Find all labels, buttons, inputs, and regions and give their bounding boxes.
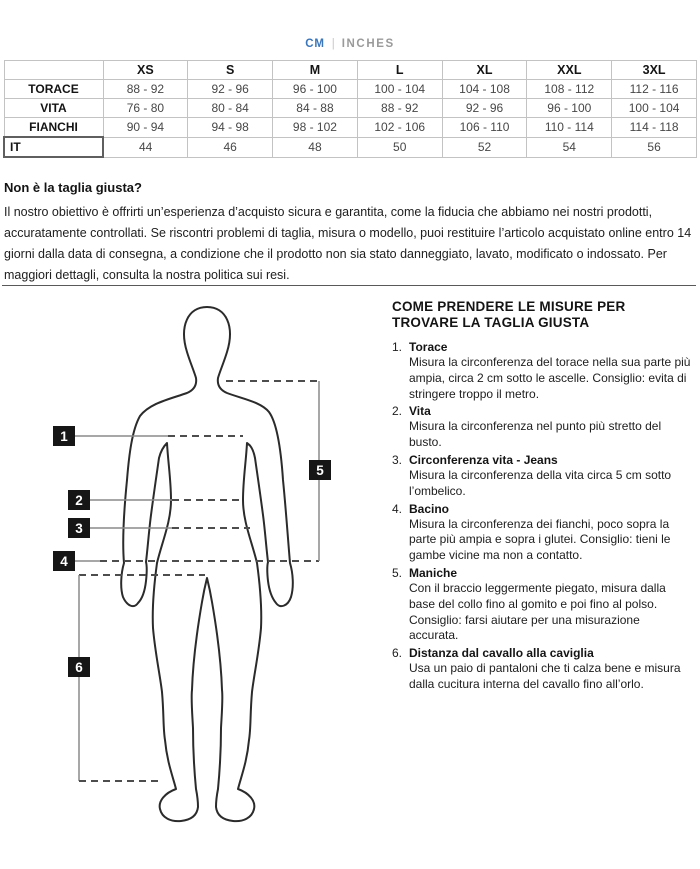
table-row-it (4, 137, 697, 157)
size-header-xs: XS (103, 61, 188, 80)
return-policy-heading: Non è la taglia giusta? (4, 180, 142, 195)
guide-item-bacino (392, 501, 692, 564)
guide-item-title: Bacino (409, 501, 450, 516)
row-label-torace: TORACE (4, 80, 103, 99)
guide-item-number: 2. (392, 404, 403, 419)
marker-3-jeans: 3 (68, 518, 90, 538)
cell-value: 92 - 96 (442, 99, 527, 118)
measuring-guide-title: COME PRENDERE LE MISURE PER TROVARE LA TAGLIA GIUSTA (392, 299, 626, 330)
cell-value: 98 - 102 (273, 118, 358, 138)
size-header-m: M (273, 61, 358, 80)
cell-value: 56 (612, 137, 697, 157)
guide-item-title: Circonferenza vita - Jeans (409, 452, 558, 467)
guide-item-text: Con il braccio leggermente piegato, misura dalla base del collo fino al gomito e poi fino al polso. Consiglio: farsi aiutare per una misurazione accurata. (409, 580, 666, 643)
guide-item-text: Misura la circonferenza dei fianchi, poco sopra la parte più ampia e sopra i glutei. Consiglio: tieni le gambe vicine ma non a contatto. (409, 516, 671, 563)
guide-item-number: 4. (392, 501, 403, 516)
guide-item-maniche (392, 565, 692, 644)
guide-item-distanza-cavallo-caviglia (392, 645, 692, 693)
size-header-xxl: XXL (527, 61, 612, 80)
size-header-xl: XL (442, 61, 527, 80)
size-header-empty (4, 61, 103, 80)
size-header-s: S (188, 61, 273, 80)
cell-value: 46 (188, 137, 273, 157)
unit-inches-button[interactable]: INCHES (341, 38, 395, 50)
marker-5-maniche: 5 (309, 460, 331, 480)
unit-separator: | (331, 38, 335, 50)
marker-4-bacino: 4 (53, 551, 75, 571)
row-label-vita: VITA (4, 99, 103, 118)
cell-value: 52 (442, 137, 527, 157)
guide-item-number: 5. (392, 565, 403, 580)
body-silhouette (121, 307, 293, 821)
cell-value: 100 - 104 (357, 80, 442, 99)
cell-value: 90 - 94 (103, 118, 188, 138)
guide-item-torace (392, 339, 692, 402)
size-header-l: L (357, 61, 442, 80)
cell-value: 110 - 114 (527, 118, 612, 138)
cell-value: 44 (103, 137, 188, 157)
cell-value: 50 (357, 137, 442, 157)
table-row-torace (4, 80, 697, 99)
cell-value: 48 (273, 137, 358, 157)
cell-value: 92 - 96 (188, 80, 273, 99)
unit-cm-button[interactable]: CM (305, 38, 325, 50)
marker-1-torace: 1 (53, 426, 75, 446)
measuring-guide-section (392, 299, 692, 694)
cell-value: 84 - 88 (273, 99, 358, 118)
guide-item-title: Vita (409, 404, 431, 419)
guide-item-number: 3. (392, 452, 403, 467)
return-policy-section (4, 180, 694, 286)
unit-toggle (0, 38, 700, 50)
cell-value: 114 - 118 (612, 118, 697, 138)
size-header-row (4, 61, 697, 80)
marker-6-cavallo: 6 (68, 657, 90, 677)
cell-value: 96 - 100 (273, 80, 358, 99)
guide-item-vita (392, 403, 692, 451)
guide-item-text: Usa un paio di pantaloni che ti calza bene e misura dalla cucitura interna del cavallo fino all’orlo. (409, 661, 681, 691)
row-label-fianchi: FIANCHI (4, 118, 103, 138)
table-row-vita (4, 99, 697, 118)
size-header-3xl: 3XL (612, 61, 697, 80)
cell-value: 108 - 112 (527, 80, 612, 99)
cell-value: 104 - 108 (442, 80, 527, 99)
cell-value: 88 - 92 (357, 99, 442, 118)
body-diagram-svg (0, 300, 352, 848)
guide-item-title: Torace (409, 340, 448, 354)
guide-item-number: 1. (392, 340, 403, 354)
guide-item-text: Misura la circonferenza della vita circa 5 cm sotto l’ombelico. (409, 467, 672, 498)
guide-item-text: Misura la circonferenza nel punto più stretto del busto. (409, 419, 662, 450)
guide-item-title: Maniche (409, 565, 458, 580)
cell-value: 100 - 104 (612, 99, 697, 118)
guide-item-circonferenza-vita-jeans (392, 452, 692, 500)
return-policy-text: Il nostro obiettivo è offrirti un’esperienza d’acquisto sicura e garantita, come la fiducia che abbiamo nei nostri prodotti, accuratamente controllati. Se riscontri problemi di taglia, misura o modello, puoi restituire l’articolo acquistato online entro 14 giorni dalla data di consegna, a condizione che il prodotto non sia stato danneggiato, lavato, modificato o indossato. Per maggiori dettagli, consulta la nostra politica sui resi. (4, 205, 692, 282)
cell-value: 94 - 98 (188, 118, 273, 138)
size-chart-table (3, 60, 697, 158)
cell-value: 112 - 116 (612, 80, 697, 99)
cell-value: 54 (527, 137, 612, 157)
marker-2-vita: 2 (68, 490, 90, 510)
table-row-fianchi (4, 118, 697, 138)
row-label-it: IT (4, 137, 103, 157)
body-measurement-diagram (0, 300, 352, 848)
cell-value: 80 - 84 (188, 99, 273, 118)
cell-value: 88 - 92 (103, 80, 188, 99)
guide-item-text: Misura la circonferenza del torace nella sua parte più ampia, circa 2 cm sotto le ascelle. Consiglio: evita di stringere troppo il metro. (409, 355, 691, 401)
guide-item-number: 6. (392, 646, 403, 661)
cell-value: 106 - 110 (442, 118, 527, 138)
cell-value: 96 - 100 (527, 99, 612, 118)
section-divider (2, 285, 696, 286)
guide-item-title: Distanza dal cavallo alla caviglia (409, 646, 594, 661)
cell-value: 76 - 80 (103, 99, 188, 118)
cell-value: 102 - 106 (357, 118, 442, 138)
